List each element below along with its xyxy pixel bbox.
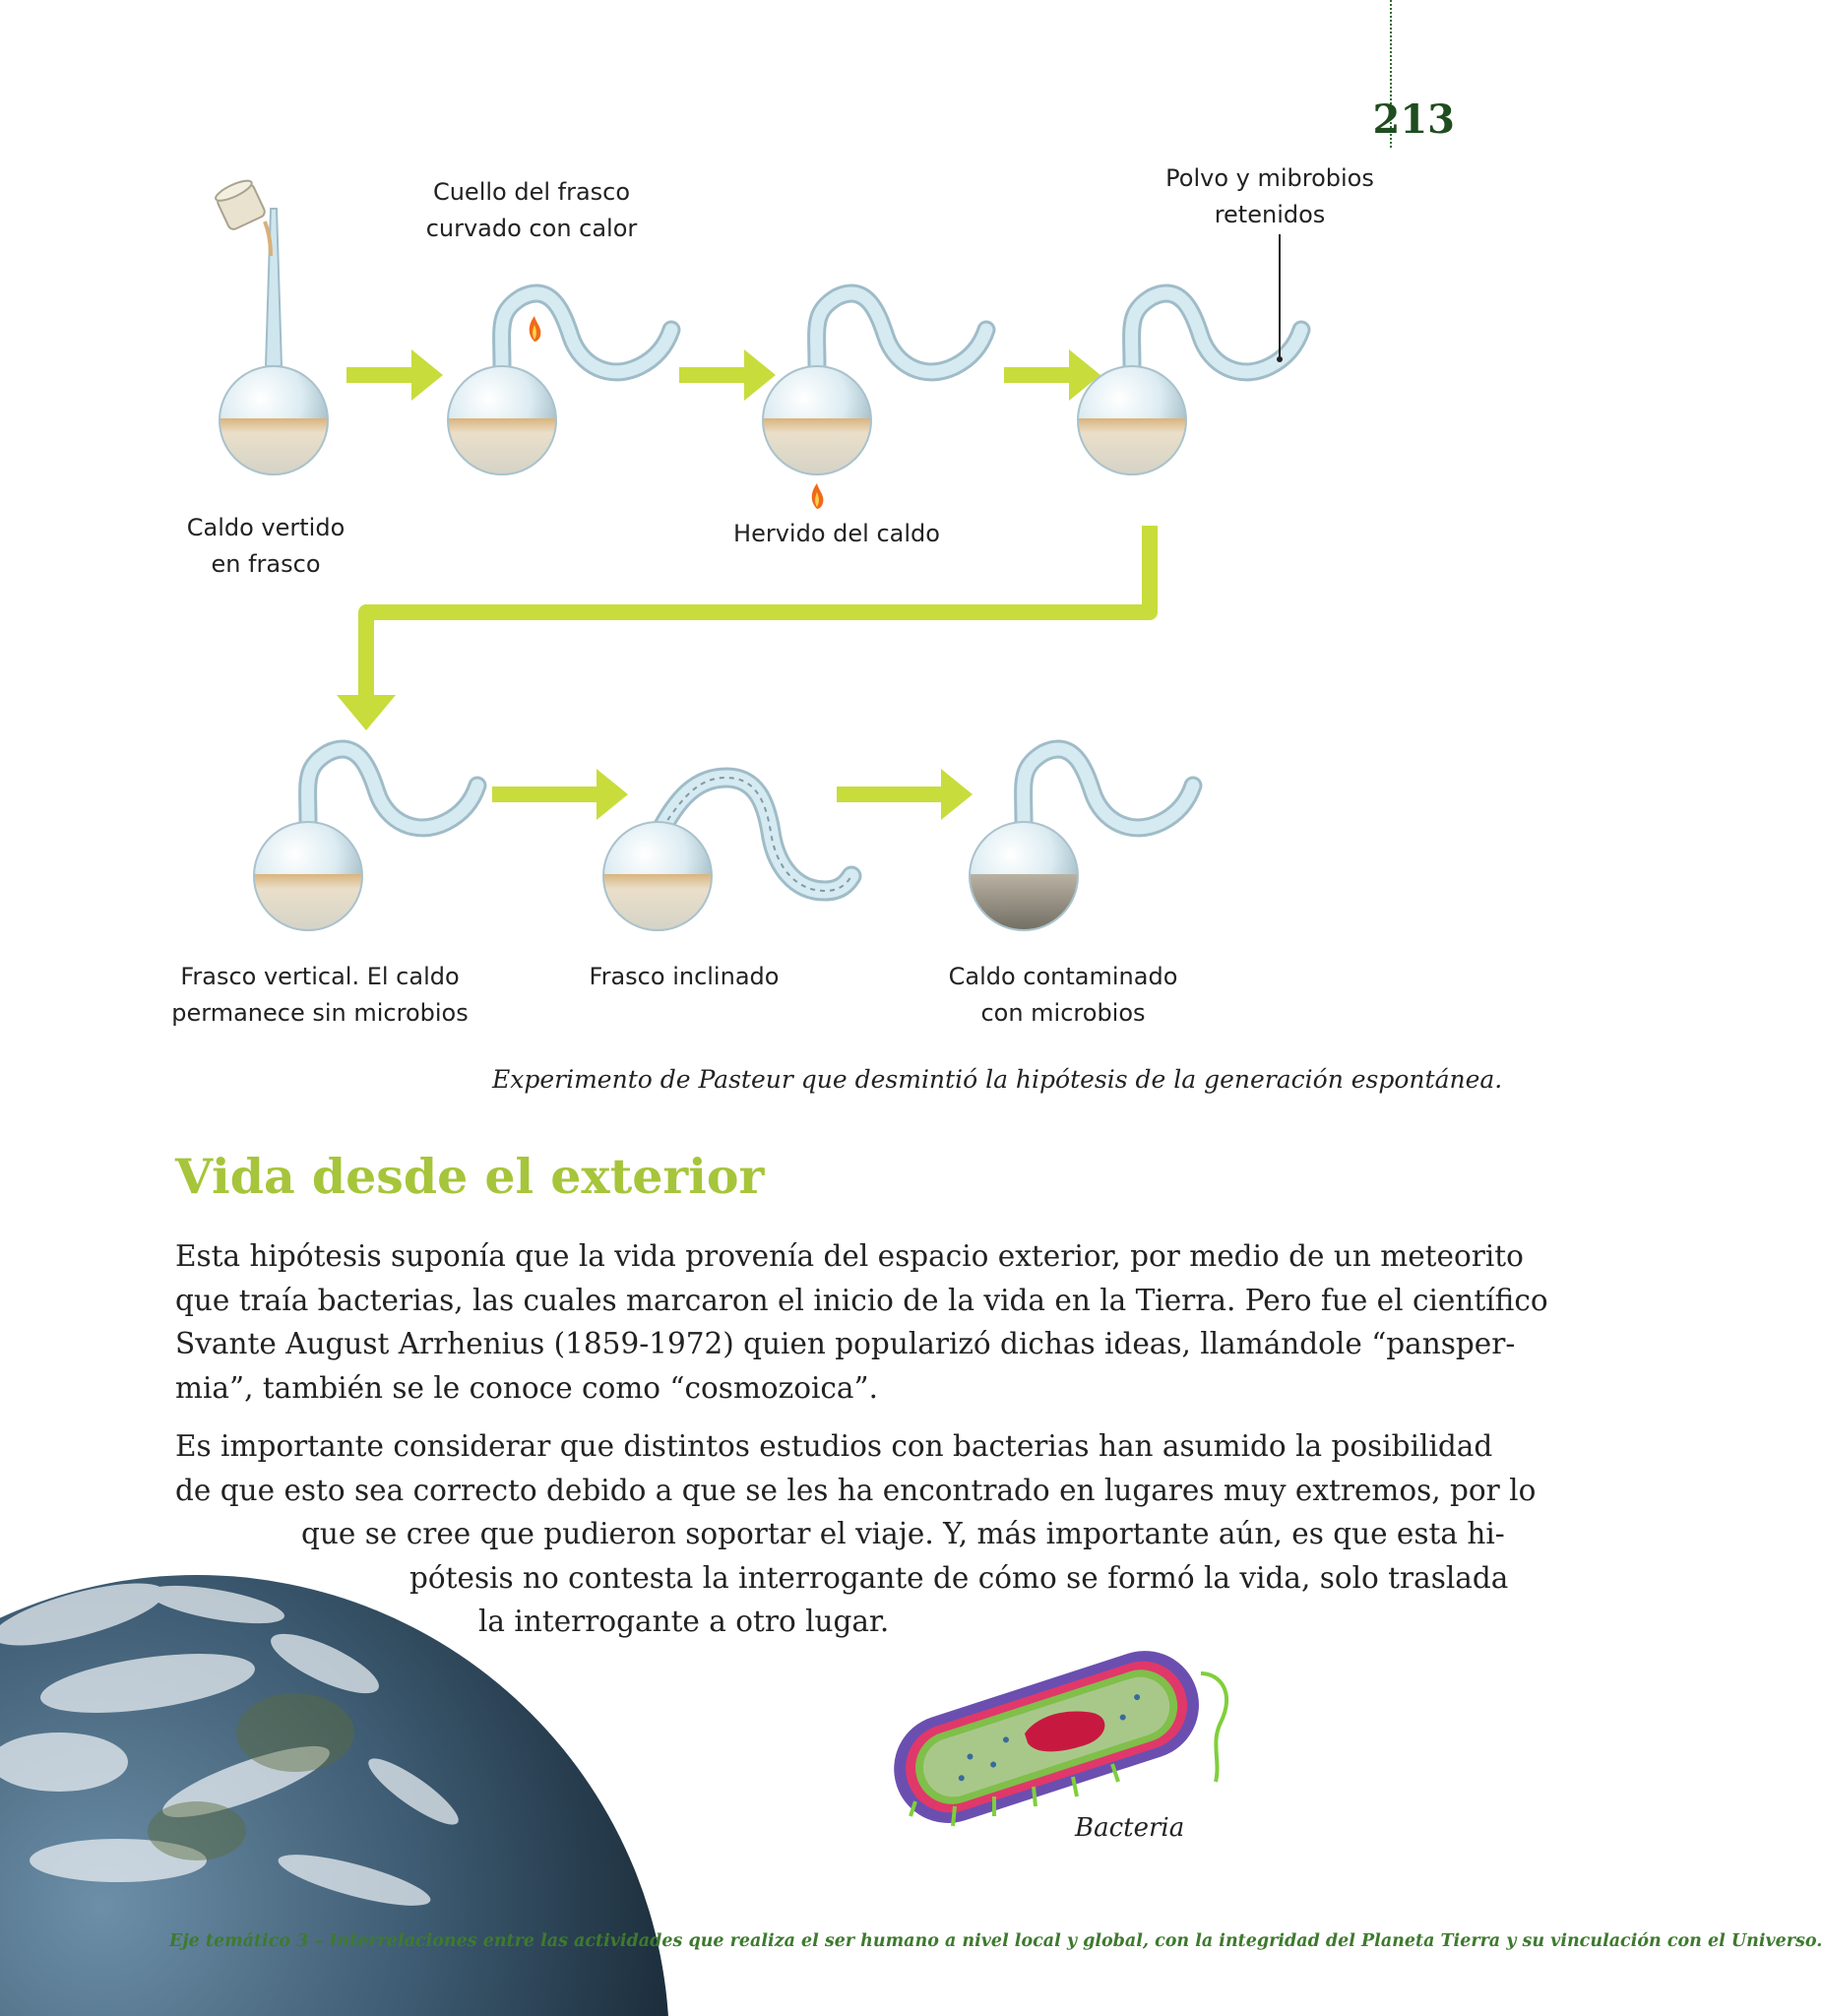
flask-straight-neck (215, 209, 333, 477)
text-line: Esta hipótesis suponía que la vida provenía del espacio exterior, por medio de un meteorito (175, 1239, 1524, 1273)
flask-swan-neck-dust-retained (1073, 293, 1301, 477)
label-line: Cuello del frasco (432, 178, 631, 206)
label-vertical-flask (157, 959, 482, 1032)
label-line: permanece sin microbios (171, 999, 469, 1027)
flame-icon (530, 316, 541, 342)
label-dust-retained (1152, 160, 1388, 233)
text-line: Es importante considerar que distintos estudios con bacterias han asumido la posibilidad (175, 1429, 1493, 1463)
label-line: con microbios (980, 999, 1146, 1027)
label-line: en frasco (211, 550, 321, 578)
label-line: Caldo contaminado (948, 963, 1178, 990)
diagram-caption: Experimento de Pasteur que desmintió la hipótesis de la generación espontánea. (492, 1065, 1503, 1094)
footer-text: Eje temático 3 – Interrelaciones entre las actividades que realiza el ser humano a nivel local y global, con la integridad del Planeta Tierra y su vinculación con el Universo. (169, 1931, 1822, 1951)
bacteria-caption: Bacteria (1075, 1813, 1185, 1843)
flask-contaminated (965, 749, 1193, 933)
text-line: que se cree que pudieron soportar el viaje. Y, más importante aún, es que esta hi- (301, 1517, 1505, 1550)
text-line: que traía bacterias, las cuales marcaron el inicio de la vida en la Tierra. Pero fue el científico (175, 1283, 1548, 1317)
flask-vertical (249, 749, 477, 933)
earth-image (0, 1536, 689, 1949)
label-contaminated-broth (925, 959, 1201, 1032)
flask-tilted (598, 778, 851, 933)
beaker-icon (214, 177, 267, 231)
text-line: la interrogante a otro lugar. (478, 1605, 890, 1638)
page-number: 213 (1372, 96, 1455, 143)
bacteria-image (856, 1634, 1250, 1851)
paragraph-1 (175, 1234, 1548, 1410)
text-line: de que esto sea correcto debido a que se les ha encontrado en lugares muy extremos, por lo (175, 1473, 1537, 1507)
flask-swan-neck-boiled (758, 293, 986, 477)
label-line: retenidos (1214, 201, 1326, 228)
label-line: Frasco vertical. El caldo (180, 963, 460, 990)
arrow-1 (346, 349, 443, 401)
arrow-4 (492, 769, 628, 820)
section-title: Vida desde el exterior (175, 1148, 765, 1205)
label-line: curvado con calor (425, 215, 638, 242)
flask-swan-neck-heated (443, 293, 671, 477)
text-line: Svante August Arrhenius (1859-1972) quien popularizó dichas ideas, llamándole “pansper- (175, 1327, 1516, 1360)
label-line: Polvo y mibrobios (1165, 164, 1374, 192)
text-line: pótesis no contesta la interrogante de cómo se formó la vida, solo traslada (409, 1560, 1509, 1595)
label-line: Caldo vertido (186, 514, 346, 541)
label-tilted-flask: Frasco inclinado (589, 963, 780, 990)
label-broth-poured (157, 510, 374, 583)
arrow-2 (679, 349, 776, 401)
burner-flame-icon (812, 483, 824, 509)
arrow-5 (837, 769, 973, 820)
text-line: mia”, también se le conoce como “cosmozoica”. (175, 1370, 878, 1405)
label-neck-curved (413, 174, 650, 247)
label-broth-boiled: Hervido del caldo (733, 520, 940, 547)
